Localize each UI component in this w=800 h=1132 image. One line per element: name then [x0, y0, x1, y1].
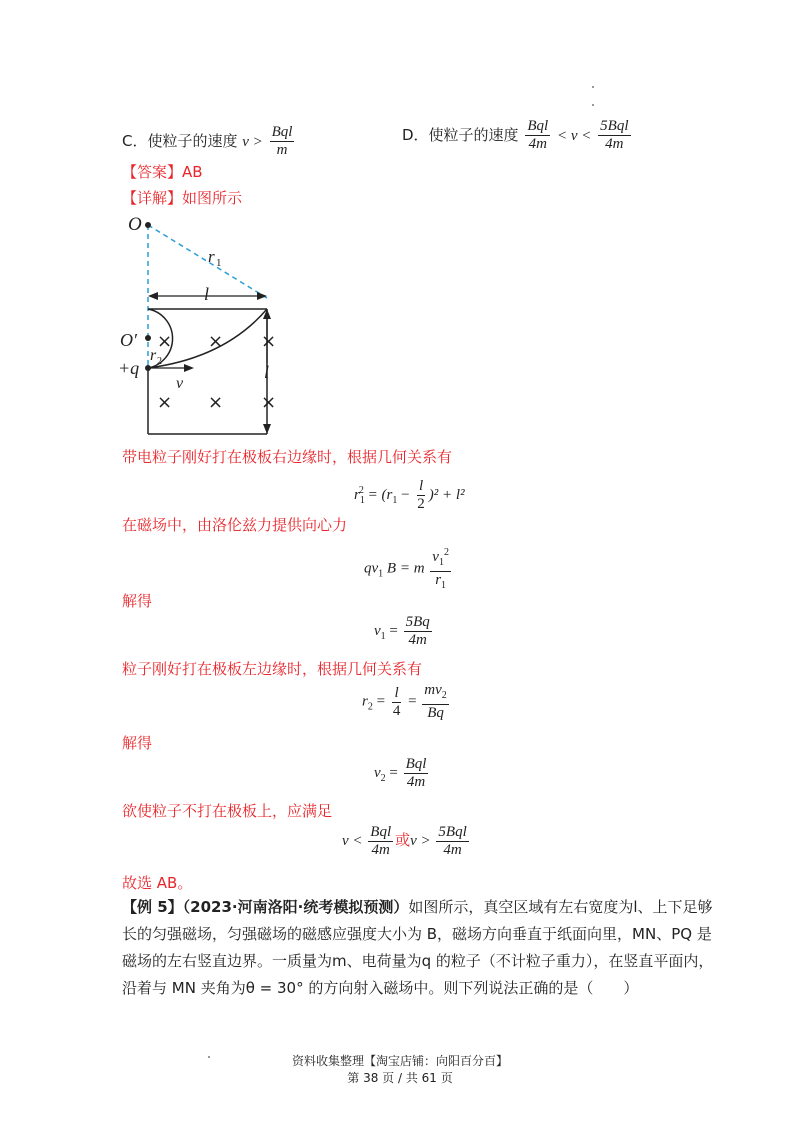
equation-2-fraction: $\frac{v_1^2}{r_1}$ [430, 544, 451, 594]
field-cross: × [157, 331, 173, 352]
equation-1: $r_1^2 = (r_1$ − $\frac{l}{2}$ )² + l² [354, 478, 465, 512]
option-c-label: C．使粒子的速度 [122, 132, 238, 150]
width-l-arrowhead-right [257, 292, 267, 300]
example-5-line-1 [122, 896, 713, 917]
footer-source: 资料收集整理【淘宝店铺：向阳百分百】 [291, 1054, 508, 1068]
option-c-fraction: $\frac{\text{Bql}}{m}$ [271, 124, 293, 158]
option-c-lhs: v > [242, 134, 263, 150]
equation-3: $v_1$ = $\frac{5Bq}{4m}$ [374, 614, 430, 648]
answer-tag: 【答案】 [122, 163, 183, 181]
equation-6: v < $\frac{\text{Bql}}{4m}$ 或v > $\frac{\text{5Bql}}{4m}$ [342, 824, 467, 858]
option-d-label: D．使粒子的速度 [402, 126, 519, 144]
field-cross: × [261, 392, 277, 413]
label-l-top: l [204, 284, 210, 304]
label-r2-sub: 2 [157, 356, 162, 367]
equation-6-fraction-1: $\frac{\text{Bql}}{4m}$ [370, 824, 392, 858]
velocity-arrowhead [184, 364, 194, 372]
conclusion: 故选 AB。 [122, 874, 193, 892]
detail-tag: 【详解】 [122, 189, 183, 207]
label-r1-sub: 1 [216, 257, 222, 269]
label-O: O [128, 214, 142, 235]
equation-2: $qv_1$ B = m $\frac{v_1^2}{r_1}$ [364, 544, 453, 594]
solution-line-6: 欲使粒子不打在极板上，应满足 [122, 802, 333, 820]
option-d-mid: < v < [556, 128, 592, 144]
label-Oprime: O′ [120, 330, 137, 350]
equation-5: $v_2$ = $\frac{\text{Bql}}{4m}$ [374, 756, 427, 790]
corner-dot [592, 104, 594, 106]
option-c [122, 124, 296, 159]
label-r2: r [150, 347, 157, 364]
equation-4: $r_2$ = $\frac{l}{4}$ = $\frac{mv_2}{Bq}$ [362, 682, 447, 721]
detail-line [122, 187, 242, 208]
solution-line-1: 带电粒子刚好打在极板右边缘时，根据几何关系有 [122, 448, 453, 466]
footer-page-number: 第 38 页 / 共 61 页 [347, 1071, 453, 1085]
example-5-line-3: 磁场的左右竖直边界。一质量为m、电荷量为q 的粒子（不计粒子重力），在竖直平面内， [122, 952, 714, 970]
field-cross: × [157, 392, 173, 413]
field-cross: × [208, 331, 224, 352]
equation-4-fraction-1: $\frac{l}{4}$ [392, 684, 401, 719]
example-5-line-4: 沿着与 MN 夹角为θ = 30° 的方向射入磁场中。则下列说法正确的是（ ） [122, 979, 639, 997]
width-l-arrowhead-left [148, 292, 158, 300]
height-l-arrowhead-bottom [263, 424, 271, 434]
solution-line-2: 在磁场中，由洛伦兹力提供向心力 [122, 516, 348, 534]
label-v: v [176, 375, 184, 392]
center-Oprime-dot [145, 335, 151, 341]
field-cross: × [208, 392, 224, 413]
or-word: 或 [395, 830, 411, 849]
answer-value: AB [182, 163, 203, 181]
center-O-dot [145, 222, 151, 228]
corner-dot [592, 86, 594, 88]
label-q: +q [118, 358, 140, 378]
field-cross: × [261, 331, 277, 352]
example-5-tag: 【例 5】 [122, 898, 183, 916]
example-5-line-2: 长的匀强磁场，匀强磁场的磁感应强度大小为 B，磁场方向垂直于纸面向里，MN、PQ 是 [122, 925, 712, 943]
equation-1-fraction: $\frac{l}{2}$ [417, 478, 425, 512]
answer-line [122, 161, 203, 182]
label-r1: r [208, 247, 215, 266]
height-l-arrowhead-top [263, 309, 271, 319]
option-d-fraction-1: $\frac{\text{Bql}}{4m}$ [527, 118, 549, 152]
example-5-line-1-tail: 如图所示，真空区域有左右宽度为l、上下足够 [408, 898, 713, 916]
detail-text: 如图所示 [182, 189, 243, 207]
solution-line-4: 粒子刚好打在极板左边缘时，根据几何关系有 [122, 660, 423, 678]
magnetic-field-diagram [110, 208, 300, 438]
equation-5-fraction: $\frac{\text{Bql}}{4m}$ [405, 756, 427, 790]
label-l-right: l [264, 362, 270, 382]
charge-q-dot [145, 365, 151, 371]
equation-6-fraction-2: $\frac{\text{5Bql}}{4m}$ [438, 824, 467, 858]
equation-4-fraction-2: $\frac{mv_2}{Bq}$ [424, 682, 447, 721]
option-d-fraction-2: $\frac{\text{5Bql}}{4m}$ [600, 118, 629, 152]
solution-line-5: 解得 [122, 734, 153, 752]
equation-3-fraction: $\frac{5Bq}{4m}$ [405, 614, 430, 648]
option-d [402, 118, 633, 153]
solution-line-3: 解得 [122, 592, 153, 610]
example-5-source: （2023·河南洛阳·统考模拟预测） [182, 898, 409, 916]
